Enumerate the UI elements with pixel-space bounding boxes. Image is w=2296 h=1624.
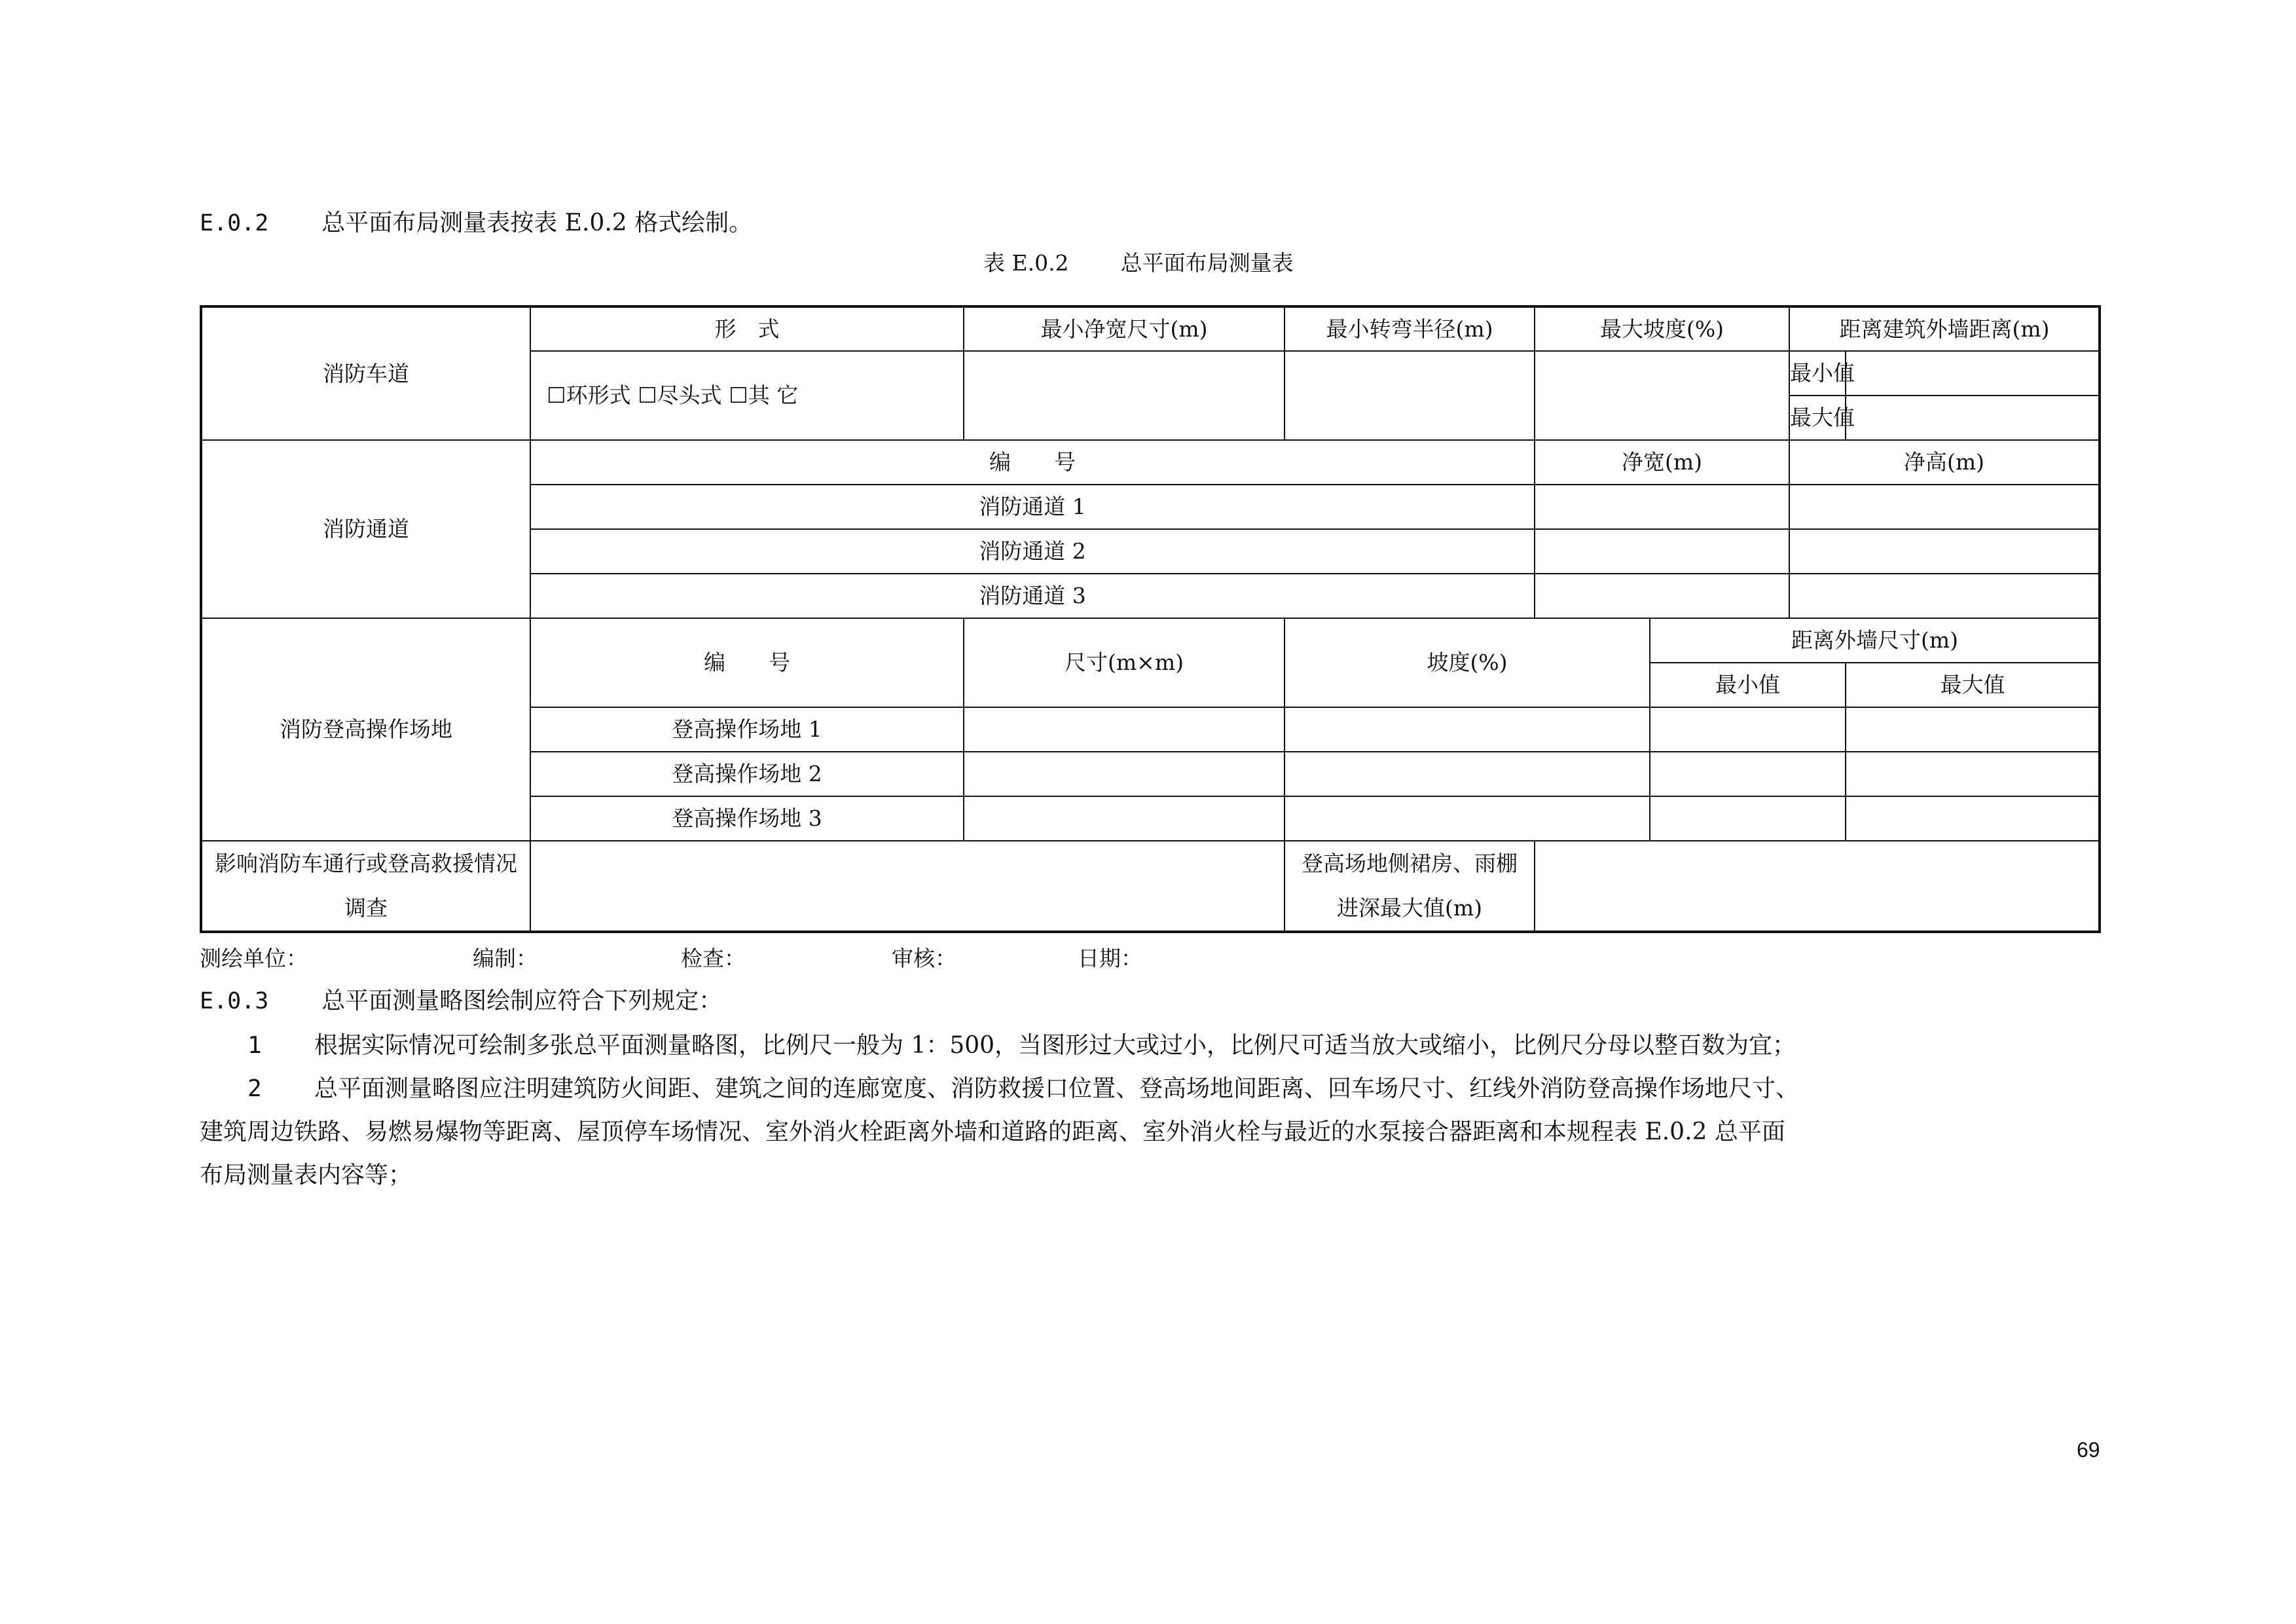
climbing-site-max-cell[interactable]	[1846, 752, 2100, 796]
climbing-site-slope-header: 坡度(%)	[1285, 618, 1650, 707]
table-title-name: 总平面布局测量表	[1120, 250, 1294, 276]
climbing-site-size-cell[interactable]	[964, 796, 1285, 841]
page-number: 69	[2077, 1438, 2100, 1462]
survey-label: 影响消防车通行或登高救援情况调查	[201, 841, 530, 932]
climbing-site-wall-distance-header: 距离外墙尺寸(m)	[1650, 618, 2100, 663]
signoff-checked: 检查：	[681, 946, 746, 971]
fire-lane-wall-distance-header: 距离建筑外墙距离(m)	[1789, 306, 2100, 351]
table-title-number: 表 E.0.2	[983, 250, 1069, 276]
climbing-site-row-label: 登高操作场地 2	[530, 752, 964, 796]
clause-e02-text: 总平面布局测量表按表 E.0.2 格式绘制。	[321, 210, 753, 236]
fire-lane-min-radius-cell[interactable]	[1285, 351, 1535, 440]
fire-passage-row-label: 消防通道 2	[530, 529, 1535, 574]
signoff-prepared: 编制：	[473, 946, 538, 971]
signoff-unit: 测绘单位：	[200, 946, 308, 971]
climbing-site-row-label: 登高操作场地 1	[530, 707, 964, 752]
climbing-site-min-cell[interactable]	[1650, 752, 1846, 796]
climbing-site-size-cell[interactable]	[964, 752, 1285, 796]
podium-depth-label: 登高场地侧裙房、雨棚进深最大值(m)	[1285, 841, 1535, 932]
fire-lane-min-value-label: 最小值	[1789, 351, 1846, 396]
item-1-text: 根据实际情况可绘制多张总平面测量略图，比例尺一般为 1：500，当图形过大或过小，比例尺可适当放大或缩小，比例尺分母以整百数为宜；	[314, 1032, 1796, 1059]
fire-lane-min-radius-header: 最小转弯半径(m)	[1285, 306, 1535, 351]
fire-passage-height-header: 净高(m)	[1789, 440, 2100, 485]
climbing-site-slope-cell[interactable]	[1285, 752, 1650, 796]
climbing-site-number-header: 编 号	[530, 618, 964, 707]
fire-lane-max-value-cell[interactable]	[1846, 396, 2100, 440]
fire-passage-row-label: 消防通道 3	[530, 574, 1535, 618]
fire-passage-label: 消防通道	[201, 440, 530, 618]
signoff-date: 日期：	[1078, 946, 1142, 971]
fire-lane-form-header: 形 式	[530, 306, 964, 351]
climbing-site-max-cell[interactable]	[1846, 707, 2100, 752]
podium-depth-cell[interactable]	[1535, 841, 2100, 932]
clause-e02	[200, 208, 752, 238]
item-1-number: 1	[247, 1032, 262, 1059]
fire-passage-width-cell[interactable]	[1535, 529, 1789, 574]
fire-lane-max-slope-cell[interactable]	[1535, 351, 1789, 440]
survey-cell[interactable]	[530, 841, 1285, 932]
survey-row	[201, 841, 2100, 932]
layout-survey-table	[200, 305, 2101, 933]
fire-lane-form-options[interactable]: ☐环形式 ☐尽头式 ☐其 它	[530, 351, 964, 440]
climbing-site-min-header: 最小值	[1650, 663, 1846, 707]
clause-e03-number: E.0.3	[200, 988, 269, 1014]
fire-passage-number-header: 编 号	[530, 440, 1535, 485]
fire-lane-min-width-cell[interactable]	[964, 351, 1285, 440]
fire-lane-min-value-cell[interactable]	[1846, 351, 2100, 396]
clause-e03	[200, 986, 722, 1016]
fire-passage-width-cell[interactable]	[1535, 485, 1789, 529]
climbing-site-size-cell[interactable]	[964, 707, 1285, 752]
item-2-line-1: 总平面测量略图应注明建筑防火间距、建筑之间的连廊宽度、消防救援口位置、登高场地间距离、回车场尺寸、红线外消防登高操作场地尺寸、	[314, 1075, 1800, 1102]
fire-passage-width-header: 净宽(m)	[1535, 440, 1789, 485]
fire-passage-height-cell[interactable]	[1789, 529, 2100, 574]
climbing-site-row-label: 登高操作场地 3	[530, 796, 964, 841]
item-2-line-2: 建筑周边铁路、易燃易爆物等距离、屋顶停车场情况、室外消火栓距离外墙和道路的距离、室外消火栓与最近的水泵接合器距离和本规程表 E.0.2 总平面	[200, 1118, 1785, 1145]
climbing-site-min-cell[interactable]	[1650, 707, 1846, 752]
fire-passage-height-cell[interactable]	[1789, 485, 2100, 529]
fire-lane-header-row	[201, 306, 2100, 351]
fire-passage-header-row	[201, 440, 2100, 485]
fire-passage-width-cell[interactable]	[1535, 574, 1789, 618]
fire-lane-max-value-label: 最大值	[1789, 396, 1846, 440]
clause-e03-text: 总平面测量略图绘制应符合下列规定：	[321, 987, 723, 1014]
item-2-line-3: 布局测量表内容等；	[200, 1162, 412, 1189]
climbing-site-max-cell[interactable]	[1846, 796, 2100, 841]
signoff-reviewed: 审核：	[892, 946, 957, 971]
climbing-site-min-cell[interactable]	[1650, 796, 1846, 841]
table-title	[983, 250, 1294, 276]
item-2-number: 2	[247, 1075, 262, 1102]
fire-lane-label: 消防车道	[201, 306, 530, 440]
climbing-site-header-row	[201, 618, 2100, 663]
climbing-site-size-header: 尺寸(m×m)	[964, 618, 1285, 707]
fire-lane-max-slope-header: 最大坡度(%)	[1535, 306, 1789, 351]
fire-passage-row-label: 消防通道 1	[530, 485, 1535, 529]
climbing-site-slope-cell[interactable]	[1285, 707, 1650, 752]
climbing-site-max-header: 最大值	[1846, 663, 2100, 707]
climbing-site-slope-cell[interactable]	[1285, 796, 1650, 841]
climbing-site-label: 消防登高操作场地	[201, 618, 530, 841]
fire-lane-min-width-header: 最小净宽尺寸(m)	[964, 306, 1285, 351]
fire-passage-height-cell[interactable]	[1789, 574, 2100, 618]
clause-e02-number: E.0.2	[200, 210, 269, 236]
